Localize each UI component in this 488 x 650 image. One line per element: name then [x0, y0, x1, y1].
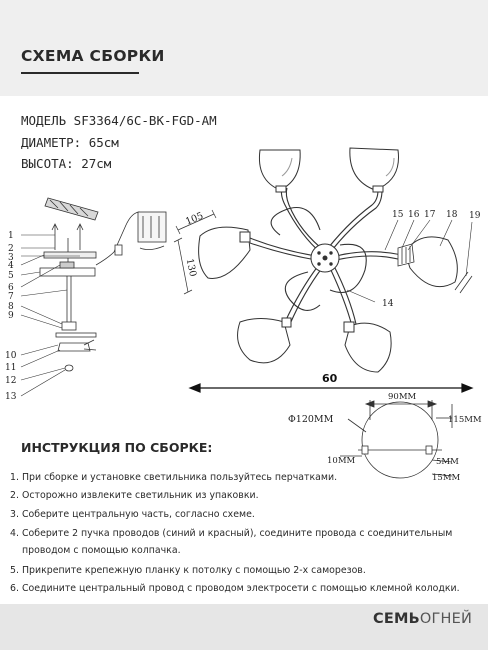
dim-canopy-diameter: Φ120MM: [288, 414, 334, 425]
callout-13: 13: [5, 392, 17, 402]
diameter-label: ДИАМЕТР: 65см: [21, 135, 119, 150]
dim-width: 60: [322, 372, 338, 385]
shade-top-left: [259, 150, 300, 192]
instruction-step: [10, 563, 480, 578]
instructions-title: ИНСТРУКЦИЯ ПО СБОРКЕ:: [21, 440, 213, 455]
wire-connector: [96, 212, 166, 265]
dim-bar: 90MM: [388, 392, 417, 402]
brand-logo: [373, 611, 472, 627]
instruction-step: [10, 525, 462, 559]
step-text: При сборке и установке светильника пользуйтесь перчатками.: [22, 472, 338, 483]
callout-16: 16: [408, 210, 420, 220]
callout-10: 10: [5, 351, 17, 361]
step-number: 5.: [10, 564, 19, 576]
shade-top-right: [350, 148, 399, 192]
instruction-step: [10, 581, 480, 596]
step-number: 2.: [10, 490, 19, 502]
callout-2: 2: [8, 244, 14, 254]
dim-shade-width: 105: [184, 210, 206, 228]
shade-bottom-left: [238, 318, 291, 363]
instruction-step: [10, 470, 480, 485]
shade-left: [199, 227, 250, 278]
height-label: ВЫСОТА: 27см: [21, 156, 112, 171]
ceiling-hatch: [45, 198, 98, 220]
dim-15: 15MM: [432, 473, 461, 483]
step-number: 4.: [10, 527, 19, 539]
brand-light: ОГНЕЙ: [419, 611, 472, 627]
callout-14: 14: [382, 299, 394, 309]
dim-shade-height: 130: [183, 257, 199, 278]
callout-15: 15: [392, 210, 404, 220]
step-number: 3.: [10, 508, 19, 520]
central-hub: [311, 244, 339, 272]
page-title: СХЕМА СБОРКИ: [21, 47, 165, 65]
shade-bottom-right: [344, 322, 391, 372]
callout-17: 17: [424, 210, 436, 220]
callout-7: 7: [8, 292, 14, 302]
callout-19: 19: [469, 211, 481, 221]
callout-6: 6: [8, 283, 14, 293]
instruction-step: [10, 507, 480, 522]
step-number: 1.: [10, 472, 19, 483]
brand-bold: СЕМЬ: [373, 611, 420, 627]
callout-8: 8: [8, 302, 14, 312]
callout-1: 1: [8, 231, 14, 241]
dim-115: 115MM: [448, 415, 482, 425]
callout-9: 9: [8, 311, 14, 321]
callout-11: 11: [5, 363, 17, 373]
dim-10: 10MM: [327, 456, 356, 466]
mounting-bracket: [40, 252, 96, 371]
step-text: Прикрепите крепежную планку к потолку с помощью 2-х саморезов.: [22, 564, 366, 576]
callout-18: 18: [446, 210, 458, 220]
step-text: Осторожно извлеките светильник из упаковки.: [22, 490, 259, 502]
step-number: 6.: [10, 583, 19, 595]
step-text: Соберите 2 пучка проводов (синий и красный), соедините провода с соединительным проводом с помощью колпачка.: [22, 527, 453, 556]
instruction-step: [10, 488, 480, 503]
callout-3: 3: [8, 253, 14, 263]
step-text: Соедините центральный провод с проводом электросети с помощью клемной колодки.: [22, 583, 460, 595]
dim-5: 5MM: [436, 457, 459, 467]
callout-4: 4: [8, 261, 14, 271]
callout-12: 12: [5, 376, 17, 386]
instructions-list: [10, 470, 480, 596]
step-text: Соберите центральную часть, согласно схеме.: [22, 508, 255, 520]
callout-5: 5: [8, 271, 14, 281]
model-label: МОДЕЛЬ SF3364/6C-BK-FGD-AM: [21, 113, 217, 128]
width-dimension: [190, 384, 472, 392]
